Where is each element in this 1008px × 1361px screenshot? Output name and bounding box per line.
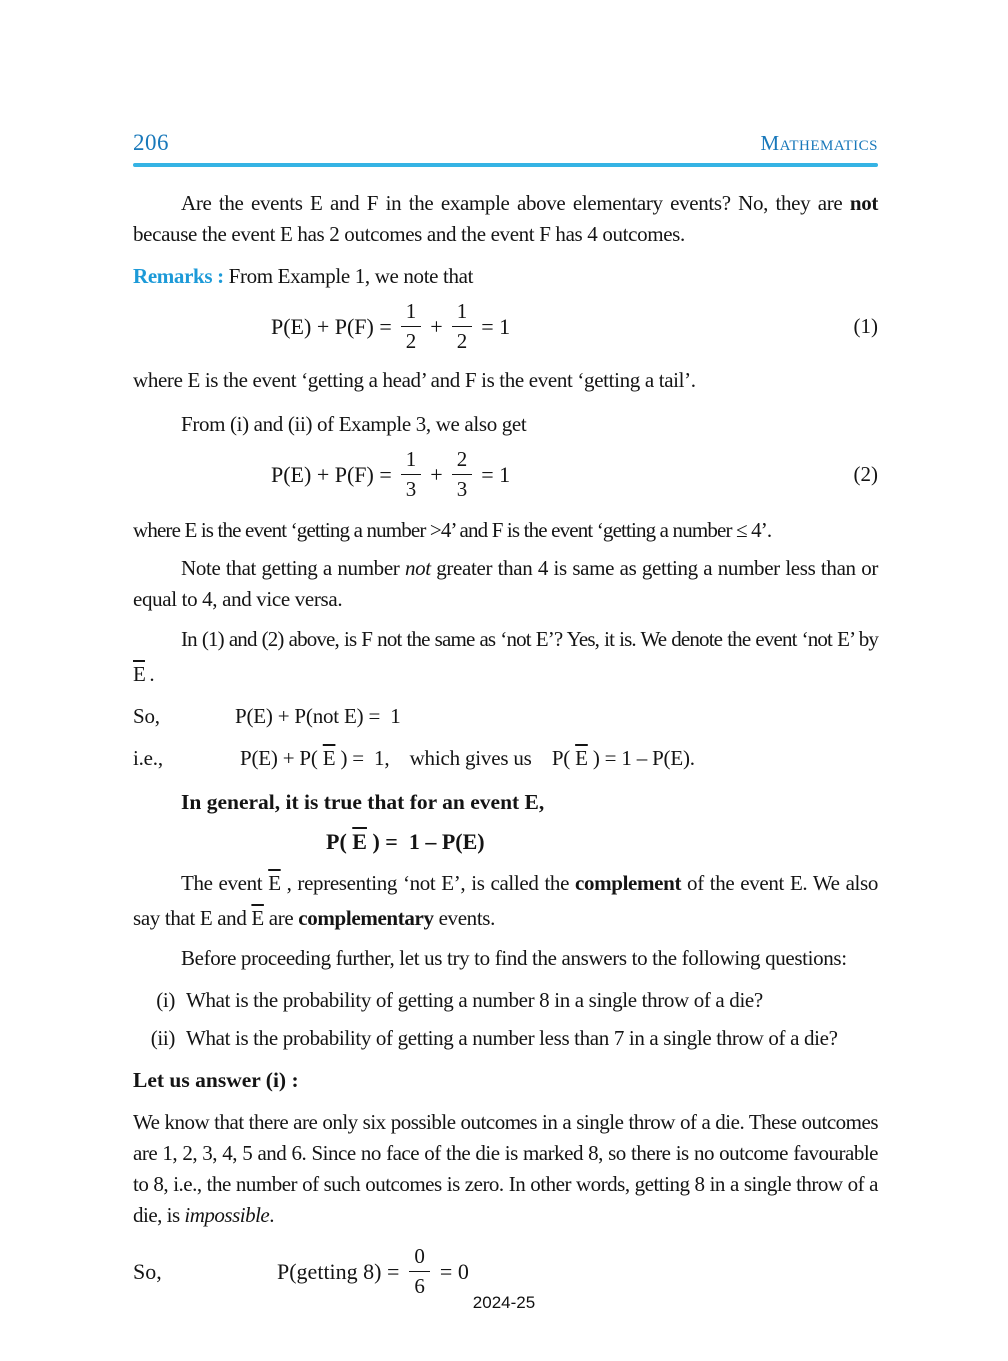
- text-segment: greater than 4 is same as getting a number less than or equal to 4, and vice versa.: [133, 556, 878, 611]
- fraction-denominator: 3: [405, 477, 417, 501]
- paragraph-where-head-tail: where E is the event ‘getting a head’ and F is the event ‘getting a tail’.: [133, 368, 696, 392]
- equation-rhs: = 1: [481, 313, 511, 339]
- heading-let-us-answer: Let us answer (i) :: [133, 1068, 299, 1092]
- equation-2: [133, 447, 878, 502]
- text-segment: ) = 1 – P(E).: [587, 746, 695, 770]
- paragraph-six-outcomes: [133, 1107, 878, 1231]
- equation-1-expression: [271, 299, 519, 354]
- paragraph-before-proceeding: Before proceeding further, let us try to find the answers to the following questions:: [181, 946, 847, 970]
- paragraph-remarks: [133, 261, 878, 292]
- equation-number: (1): [853, 314, 878, 338]
- equation-2-expression: [271, 447, 519, 502]
- page-number: 206: [133, 130, 169, 155]
- bold-complementary: complementary: [298, 906, 434, 930]
- equation-getting-8: [133, 1244, 878, 1299]
- equation-1: [133, 299, 878, 354]
- text-segment: We know that there are only six possible outcomes in a single throw of a die. These outcomes are 1, 2, 3, 4, 5 and 6. Since no face of the die is marked 8, so there is no outcome favourable to 8, i.e., the number of such outcomes is zero. In other words, getting 8 in a single throw of a die, is: [133, 1110, 878, 1227]
- text-segment: ) = 1, which gives us P(: [335, 746, 576, 770]
- equation-lhs: P(E) + P(F) =: [271, 313, 392, 339]
- text-segment: The event: [181, 871, 269, 895]
- paragraph-complement-definition: [133, 866, 878, 936]
- text-segment: P(: [326, 829, 353, 854]
- text-segment: .: [144, 662, 154, 686]
- question-ii-label: (ii): [150, 1026, 175, 1050]
- page-header: [133, 130, 878, 156]
- fraction: [409, 1244, 430, 1299]
- fraction-denominator: 2: [456, 329, 468, 353]
- question-ii: [133, 1023, 878, 1054]
- fraction-denominator: 3: [456, 477, 468, 501]
- equation-number: (2): [853, 462, 878, 486]
- bold-complement: complement: [574, 871, 682, 895]
- remarks-label: Remarks :: [133, 264, 229, 288]
- paragraph-note-not-greater: [133, 553, 878, 615]
- fraction-numerator: 2: [452, 447, 473, 475]
- text-segment: because the event E has 2 outcomes and the event F has 4 outcomes.: [133, 222, 685, 246]
- equation-so-line: [133, 699, 878, 734]
- equation-ie-line: [133, 741, 878, 776]
- equation-label: So,: [133, 704, 160, 728]
- text-segment: ) = 1 – P(E): [366, 829, 485, 854]
- equation-lhs: P(getting 8) =: [277, 1258, 400, 1284]
- text-segment: In (1) and (2) above, is F not the same as ‘not E’? Yes, it is. We denote the event ‘not E’ by: [181, 627, 878, 651]
- fraction-denominator: 6: [414, 1274, 425, 1298]
- e-bar-symbol: $\overline{E}$: [251, 906, 264, 930]
- fraction-numerator: 1: [401, 299, 422, 327]
- equation-label: So,: [133, 1258, 162, 1284]
- equation-label: i.e.,: [133, 746, 163, 770]
- e-bar-symbol: $\overline{E}$: [268, 871, 281, 895]
- text-segment: Are the events E and F in the example above elementary events? No, they are: [181, 191, 850, 215]
- e-bar-symbol: $\overline{E}$: [322, 746, 336, 770]
- plus-operator: +: [430, 461, 443, 487]
- equation-rhs: = 1: [481, 461, 511, 487]
- fraction: [401, 447, 422, 502]
- question-i: [133, 985, 878, 1016]
- e-bar-symbol: $\overline{E}$: [133, 662, 145, 686]
- bold-not: not: [849, 191, 878, 215]
- fraction-denominator: 2: [405, 329, 417, 353]
- paragraph-where-number-4: where E is the event ‘getting a number >4’ and F is the event ‘getting a number ≤ 4’.: [133, 518, 772, 542]
- text-segment: .: [269, 1203, 275, 1227]
- plus-operator: +: [430, 313, 443, 339]
- paragraph-denote-not-e: [133, 622, 878, 692]
- equation-text: [240, 741, 695, 776]
- fraction-numerator: 0: [409, 1244, 430, 1272]
- statement-in-general: In general, it is true that for an event E,: [181, 790, 545, 814]
- question-ii-text: What is the probability of getting a number less than 7 in a single throw of a die?: [186, 1026, 838, 1050]
- fraction-numerator: 1: [452, 299, 473, 327]
- running-head-title: Mathematics: [760, 131, 878, 155]
- question-i-text: What is the probability of getting a number 8 in a single throw of a die?: [186, 988, 763, 1012]
- header-rule: [133, 163, 878, 167]
- text-segment: events.: [433, 906, 496, 930]
- paragraph-elementary-events: [133, 188, 878, 250]
- text-segment: P(E) + P(: [240, 746, 323, 770]
- italic-impossible: impossible: [184, 1203, 270, 1227]
- fraction: [452, 447, 473, 502]
- e-bar-symbol: $\overline{E}$: [352, 829, 367, 854]
- question-i-label: (i): [156, 988, 175, 1012]
- page-content: [133, 130, 878, 1299]
- fraction: [452, 299, 473, 354]
- fraction: [401, 299, 422, 354]
- paragraph-from-example-3: From (i) and (ii) of Example 3, we also get: [181, 412, 527, 436]
- text-segment: are: [263, 906, 299, 930]
- page-footer-year: 2024-25: [472, 1293, 536, 1312]
- equation-text: P(E) + P(not E) = 1: [235, 704, 401, 728]
- italic-not: not: [404, 556, 431, 580]
- equation-rhs: = 0: [439, 1258, 469, 1284]
- equation-complement-rule: [326, 829, 878, 855]
- e-bar-symbol: $\overline{E}$: [575, 746, 588, 770]
- fraction-numerator: 1: [401, 447, 422, 475]
- equation-lhs: P(E) + P(F) =: [271, 461, 392, 487]
- text-segment: of the event E. We also say that E and: [133, 871, 878, 930]
- text-segment: From Example 1, we note that: [228, 264, 474, 288]
- text-segment: Note that getting a number: [181, 556, 405, 580]
- text-segment: , representing ‘not E’, is called the: [280, 871, 575, 895]
